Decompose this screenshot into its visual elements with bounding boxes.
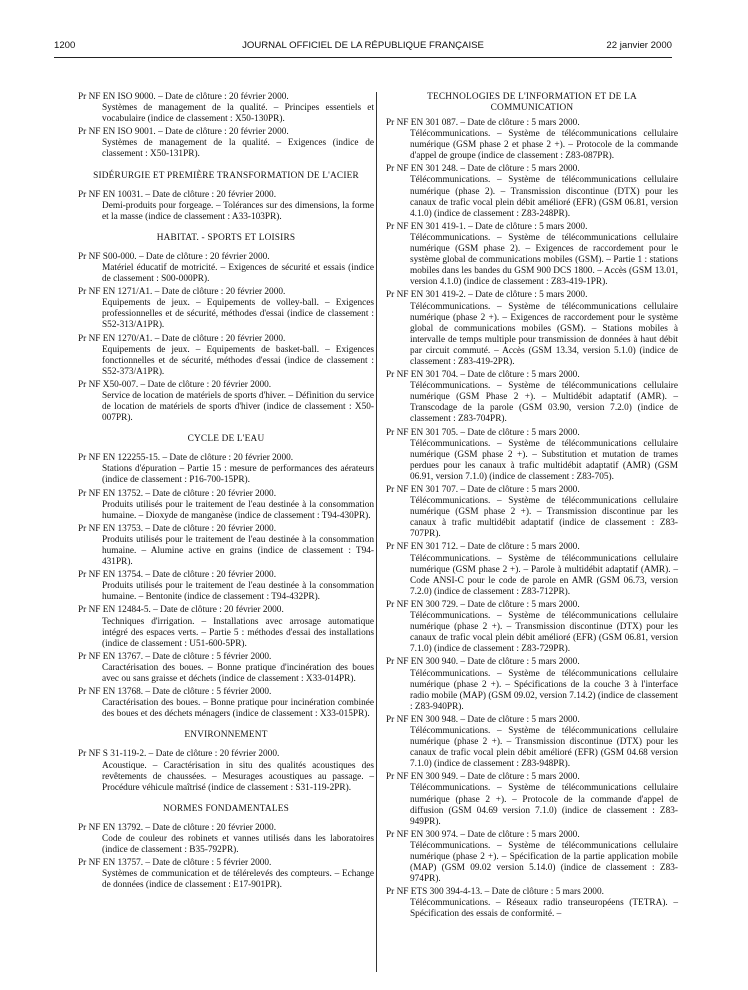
standard-description: Systèmes de management de la qualité. – Exigences (indice de classement : X50-131PR). bbox=[102, 138, 374, 160]
standard-entry bbox=[78, 127, 374, 160]
standard-description: Code de couleur des robinets et vannes utilisés dans les laboratoires (indice de classement : B35-792PR). bbox=[102, 833, 374, 855]
standard-description: Systèmes de management de la qualité. – Principes essentiels et vocabulaire (indice de classement : X50-130PR). bbox=[102, 103, 374, 125]
standard-description: Télécommunications. – Système de télécommunications cellulaire numérique (phase 2 +). – Spécification de la partie application mobile (MAP) (GSM 09.02 version 5.14.0) (indice de classement : Z83-974PR). bbox=[410, 840, 678, 885]
standard-description: Télécommunications. – Réseaux radio transeuropéens (TETRA). – Spécification des essais de conformité. – bbox=[410, 898, 678, 920]
standard-entry bbox=[78, 489, 374, 522]
standard-entry bbox=[78, 334, 374, 378]
standard-description: Caractérisation des boues. – Bonne pratique pour incinération combinée des boues et des déchets ménagers (indice de classement : X33-015PR). bbox=[102, 698, 374, 720]
standard-description: Télécommunications. – Système de télécommunications cellulaire numérique (GSM phase 2 +). – Transmission discontinue par les canaux à trafic multidébit adaptatif (indice de classement : Z83-707PR). bbox=[410, 496, 678, 540]
standard-entry bbox=[386, 222, 678, 289]
standard-description: Equipements de jeux. – Equipements de volley-ball. – Exigences professionnelles et de sécurité, méthodes d'essai (indice de classement : S52-313/A1PR). bbox=[102, 298, 374, 331]
standard-description: Produits utilisés pour le traitement de l'eau destinée à la consommation humaine. – Bentonite (indice de classement : T94-432PR). bbox=[102, 581, 374, 603]
standard-entry bbox=[386, 830, 678, 885]
header-rule bbox=[54, 57, 672, 58]
left-column bbox=[78, 92, 374, 893]
standard-reference: Pr NF EN 301 248. – Date de clôture : 5 mars 2000. bbox=[386, 164, 580, 175]
standard-reference: Pr NF EN 122255-15. – Date de clôture : 20 février 2000. bbox=[78, 453, 294, 464]
standard-description: Equipements de jeux. – Equipements de basket-ball. – Exigences fonctionnelles et de sécurité, méthodes d'essai (indice de classement : S52-373/A1PR). bbox=[102, 344, 374, 377]
standard-description: Produits utilisés pour le traitement de l'eau destinée à la consommation humaine. – Alumine active en grains (indice de classement : T94-431PR). bbox=[102, 534, 374, 568]
standard-description: Service de location de matériels de sports d'hiver. – Définition du service de location de matériels de sports d'hiver (indice de classement : X50-007PR). bbox=[102, 390, 374, 424]
standard-reference: Pr NF S 31-119-2. – Date de clôture : 20 février 2000. bbox=[78, 749, 280, 760]
standard-reference: Pr NF EN ISO 9001. – Date de clôture : 20 février 2000. bbox=[78, 127, 289, 138]
standard-entry bbox=[78, 823, 374, 856]
standard-reference: Pr NF ETS 300 394-4-13. – Date de clôture : 5 mars 2000. bbox=[386, 887, 604, 898]
standard-reference: Pr NF EN 300 948. – Date de clôture : 5 mars 2000. bbox=[386, 714, 580, 725]
standard-entry bbox=[386, 164, 678, 219]
standard-description: Télécommunications. – Système de télécommunications cellulaire numérique (phase 2 +). – Spécifications de la couche 3 à l'interface radio mobile (MAP) (GSM 09.02, version 7.14.2) (indice de classement : Z83-940PR). bbox=[410, 668, 678, 712]
standard-description: Demi-produits pour forgeage. – Tolérances sur des dimensions, la forme et la masse (indice de classement : A33-103PR). bbox=[102, 200, 374, 222]
standard-description: Télécommunications. – Système de télécommunications cellulaire numérique (GSM Phase 2 +). – Multidébit adaptatif (AMR). – Transcodage de la parole (GSM 03.90, version 7.2.0) (indice de classement : Z83-704PR). bbox=[410, 381, 678, 425]
section-heading: ENVIRONNEMENT bbox=[184, 730, 268, 741]
standard-description: Techniques d'irrigation. – Installations avec arrosage automatique intégré des espaces verts. – Partie 5 : méthodes d'essai des installations (indice de classement : U51-600-5PR). bbox=[102, 616, 374, 649]
standard-description: Télécommunications. – Système de télécommunications cellulaire numérique (phase 2 +). – Protocole de la commande d'appel de diffusion (GSM 04.69 version 7.1.0) (indice de classement : Z83-949PR). bbox=[410, 783, 678, 827]
page-header bbox=[54, 40, 672, 54]
standard-entry bbox=[386, 887, 678, 920]
standard-entry bbox=[386, 542, 678, 597]
section-heading: TECHNOLOGIES DE L'INFORMATION ET DE LA COMMUNICATION bbox=[427, 92, 637, 113]
standard-reference: Pr NF EN 12484-5. – Date de clôture : 20 février 2000. bbox=[78, 605, 284, 616]
standard-reference: Pr NF EN 301 707. – Date de clôture : 5 mars 2000. bbox=[386, 485, 580, 495]
standard-entry bbox=[78, 687, 374, 720]
standard-reference: Pr NF EN 300 729. – Date de clôture : 5 mars 2000. bbox=[386, 599, 580, 610]
standard-reference: Pr NF EN 301 712. – Date de clôture : 5 mars 2000. bbox=[386, 542, 580, 553]
standard-reference: Pr NF EN 300 940. – Date de clôture : 5 mars 2000. bbox=[386, 657, 580, 668]
standard-reference: Pr NF EN 301 705. – Date de clôture : 5 mars 2000. bbox=[386, 427, 580, 438]
standard-entry bbox=[386, 370, 678, 425]
standard-description: Caractérisation des boues. – Bonne pratique d'incinération des boues avec ou sans graisse et déchets (indice de classement : X33-014PR). bbox=[102, 662, 374, 685]
standard-description: Systèmes de communication et de télérelevés des compteurs. – Echange de données (indice de classement : E17-901PR). bbox=[102, 869, 374, 891]
section-heading: CYCLE DE L'EAU bbox=[187, 434, 265, 445]
standard-reference: Pr NF EN 300 974. – Date de clôture : 5 mars 2000. bbox=[386, 829, 580, 840]
standard-entry bbox=[386, 428, 678, 483]
standard-reference: Pr NF EN 1270/A1. – Date de clôture : 20 février 2000. bbox=[78, 333, 286, 344]
standard-description: Télécommunications. – Système de télécommunications cellulaire numérique (GSM phase 2 et phase 2 +). – Protocole de la commande d'appel de groupe (indice de classement : Z83-087PR). bbox=[410, 129, 678, 162]
standard-description: Stations d'épuration – Partie 15 : mesure de performances des aérateurs (indice de classement : P16-700-15PR). bbox=[102, 464, 374, 486]
standard-entry bbox=[78, 453, 374, 486]
standard-entry bbox=[78, 92, 374, 125]
standard-reference: Pr NF EN 13753. – Date de clôture : 20 février 2000. bbox=[78, 523, 277, 534]
standard-entry bbox=[78, 287, 374, 331]
standard-reference: Pr NF EN 301 419-1. – Date de clôture : 5 mars 2000. bbox=[386, 221, 588, 232]
page-number: 1200 bbox=[54, 40, 76, 51]
standard-description: Télécommunications. – Système de télécommunications cellulaire numérique (GSM phase 2 +). – Substitution et mutation de trames perdues pour les canaux à trafic multidébit adaptatif (AMR) (GSM 06.91, version 7.1.0) (indice de classement : Z83-705). bbox=[410, 438, 678, 482]
column-divider bbox=[376, 92, 377, 972]
standard-entry bbox=[386, 715, 678, 770]
standard-entry bbox=[386, 118, 678, 162]
standard-reference: Pr NF EN 301 419-2. – Date de clôture : 5 mars 2000. bbox=[386, 290, 588, 301]
standard-reference: Pr NF X50-007. – Date de clôture : 20 février 2000. bbox=[78, 379, 272, 390]
standard-description: Matériel éducatif de motricité. – Exigences de sécurité et essais (indice de classement : S00-000PR). bbox=[102, 262, 374, 285]
standard-reference: Pr NF EN 13792. – Date de clôture : 20 février 2000. bbox=[78, 822, 277, 833]
standard-reference: Pr NF EN 301 087. – Date de clôture : 5 mars 2000. bbox=[386, 118, 580, 128]
section-heading: HABITAT. - SPORTS ET LOISIRS bbox=[156, 232, 296, 243]
journal-title: JOURNAL OFFICIEL DE LA RÉPUBLIQUE FRANÇAISE bbox=[242, 40, 484, 51]
standard-reference: Pr NF EN 13757. – Date de clôture : 5 février 2000. bbox=[78, 858, 272, 869]
standard-entry bbox=[78, 570, 374, 603]
standard-reference: Pr NF EN 13752. – Date de clôture : 20 février 2000. bbox=[78, 488, 277, 499]
standard-reference: Pr NF EN 301 704. – Date de clôture : 5 mars 2000. bbox=[386, 370, 580, 381]
standard-entry bbox=[78, 524, 374, 568]
standard-entry bbox=[78, 858, 374, 891]
standard-reference: Pr NF EN 13767. – Date de clôture : 5 février 2000. bbox=[78, 651, 272, 662]
issue-date: 22 janvier 2000 bbox=[606, 40, 672, 51]
standard-entry bbox=[78, 749, 374, 793]
standard-description: Télécommunications. – Système de télécommunications cellulaire numérique (phase 2 +). – Transmission discontinue (DTX) pour les canaux de trafic vocal plein débit amélioré (EFR) (GSM 06.81, version 7.1.0) (indice de classement : Z83-729PR). bbox=[410, 611, 678, 655]
standard-entry bbox=[78, 190, 374, 223]
standard-entry bbox=[386, 772, 678, 827]
standard-description: Télécommunications. – Système de télécommunications cellulaire numérique (GSM phase 2 +). – Parole à multidébit adaptatif (AMR). – Code ANSI-C pour le code de parole en AMR (GSM 06.73, version 7.2.0) (indice de classement : Z83-712PR). bbox=[410, 553, 678, 597]
standard-entry bbox=[78, 380, 374, 424]
standard-entry bbox=[386, 657, 678, 712]
right-column bbox=[386, 92, 678, 923]
standard-description: Télécommunications. – Système de télécommunications cellulaire numérique (phase 2). – Transmission discontinue (DTX) pour les canaux de trafic vocal plein débit amélioré (EFR) (GSM 06.81, version 4.1.0) (indice de classement : Z83-248PR). bbox=[410, 175, 678, 219]
standard-description: Produits utilisés pour le traitement de l'eau destinée à la consommation humaine. – Dioxyde de manganèse (indice de classement : T94-430PR). bbox=[102, 499, 374, 521]
standard-entry bbox=[386, 600, 678, 655]
standard-description: Acoustique. – Caractérisation in situ des qualités acoustiques des revêtements de chaussées. – Mesurages acoustiques au passage. – Procédure véhicule maîtrisé (indice de classement : S31-119-2PR). bbox=[102, 760, 374, 793]
section-heading: SIDÉRURGIE ET PREMIÈRE TRANSFORMATION DE L'ACIER bbox=[93, 170, 359, 181]
standard-reference: Pr NF S00-000. – Date de clôture : 20 février 2000. bbox=[78, 251, 270, 262]
standard-description: Télécommunications. – Système de télécommunications cellulaire numérique (phase 2 +). – Exigences de raccordement pour le système global de communications mobiles (GSM). – Stations mobiles à intervalle de temps multiple pour transmission de données à haut débit par circuit commuté. – Accès (GSM 13.34, version 5.1.0) (indice de classement : Z83-419-2PR). bbox=[410, 301, 678, 367]
standard-entry bbox=[386, 485, 678, 540]
standard-reference: Pr NF EN 13768. – Date de clôture : 5 février 2000. bbox=[78, 687, 272, 698]
standard-reference: Pr NF EN ISO 9000. – Date de clôture : 20 février 2000. bbox=[78, 92, 289, 102]
standard-entry bbox=[78, 605, 374, 649]
standard-reference: Pr NF EN 10031. – Date de clôture : 20 février 2000. bbox=[78, 189, 277, 200]
standard-entry bbox=[386, 290, 678, 368]
standard-description: Télécommunications. – Système de télécommunications cellulaire numérique (phase 2 +). – Transmission discontinue (DTX) pour les canaux de trafic vocal plein débit amélioré (EFR) (GSM 04.68 version 7.1.0) (indice de classement : Z83-948PR). bbox=[410, 725, 678, 770]
standard-entry bbox=[78, 252, 374, 285]
standard-reference: Pr NF EN 13754. – Date de clôture : 20 février 2000. bbox=[78, 570, 277, 581]
standard-reference: Pr NF EN 1271/A1. – Date de clôture : 20 février 2000. bbox=[78, 287, 286, 298]
standard-reference: Pr NF EN 300 949. – Date de clôture : 5 mars 2000. bbox=[386, 772, 580, 783]
standard-description: Télécommunications. – Système de télécommunications cellulaire numérique (GSM phase 2). – Exigences de raccordement pour le système global de communications mobiles (GSM). – Partie 1 : stations mobiles dans les bandes du GSM 900 DCS 1800. – Accès (GSM 13.01, version 4.1.0) (indice de classement : Z83-419-1PR). bbox=[410, 232, 678, 288]
standard-entry bbox=[78, 652, 374, 685]
section-heading: NORMES FONDAMENTALES bbox=[163, 803, 289, 814]
